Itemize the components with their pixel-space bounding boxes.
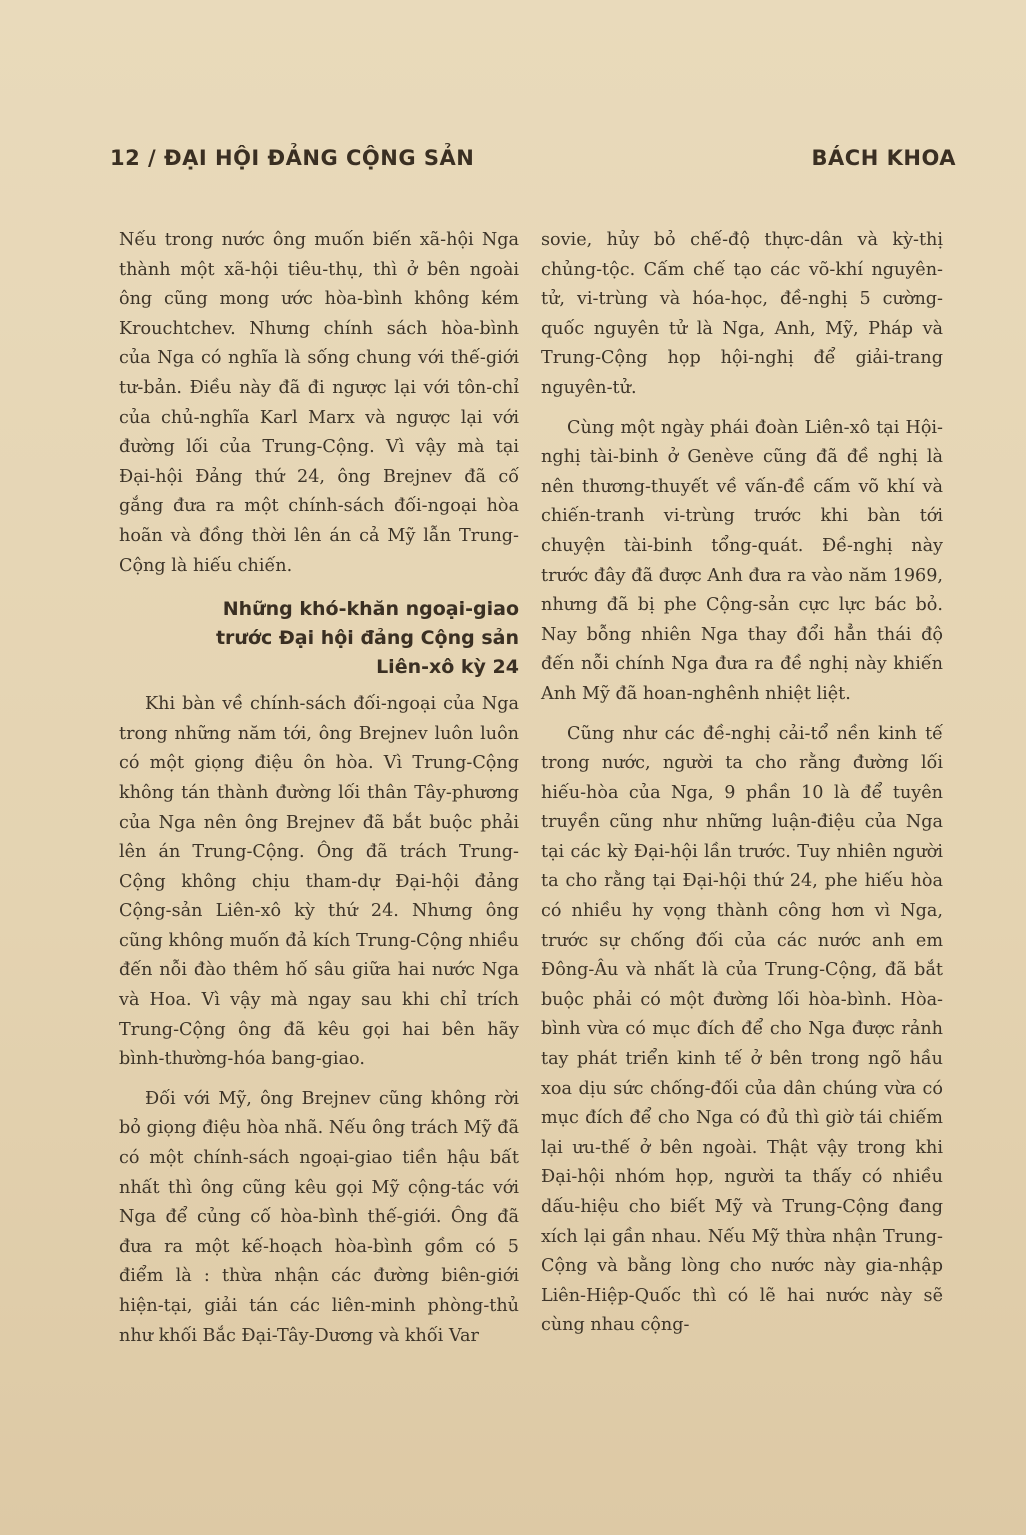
paragraph: Nếu trong nước ông muốn biến xã-hội Nga thành một xã-hội tiêu-thụ, thì ở bên ngoài ông cũng mong ước hòa-bình không kém Krouchtchev. Nhưng chính sách hòa-bình của Nga có nghĩa là sống chung với thế-giới tư-bản. Điều này đã đi ngược lại với tôn-chỉ của chủ-nghĩa Karl Marx và ngược lại với đường lối của Trung-Cộng. Vì vậy mà tại Đại-hội Đảng thứ 24, ông Brejnev đã cố gắng đưa ra một chính-sách đối-ngoại hòa hoãn và đồng thời lên án cả Mỹ lẫn Trung-Cộng là hiếu chiến.	[119, 230, 519, 576]
left-column	[119, 226, 519, 1361]
paragraph: Khi bàn về chính-sách đối-ngoại của Nga trong những năm tới, ông Brejnev luôn luôn có một giọng điệu ôn hòa. Vì Trung-Cộng không tán thành đường lối thân Tây-phương của Nga nên ông Brejnev đã bắt buộc phải lên án Trung-Cộng. Ông đã trách Trung-Cộng không chịu tham-dự Đại-hội đảng Cộng-sản Liên-xô kỳ thứ 24. Nhưng ông cũng không muốn đả kích Trung-Cộng nhiều đến nỗi đào thêm hố sâu giữa hai nước Nga và Hoa. Vì vậy mà ngay sau khi chỉ trích Trung-Cộng ông đã kêu gọi hai bên hãy bình-thường-hóa bang-giao.	[119, 694, 519, 1070]
right-column	[541, 226, 943, 1351]
running-header	[110, 146, 956, 180]
paragraph: Đối với Mỹ, ông Brejnev cũng không rời bỏ giọng điệu hòa nhã. Nếu ông trách Mỹ đã có một chính-sách ngoại-giao tiền hậu bất nhất thì ông cũng kêu gọi Mỹ cộng-tác với Nga để củng cố hòa-bình thế-giới. Ông đã đưa ra một kế-hoạch hòa-bình gồm có 5 điểm là : thừa nhận các đường biên-giới hiện-tại, giải tán các liên-minh phòng-thủ như khối Bắc Đại-Tây-Dương và khối Var	[119, 1088, 519, 1346]
section-heading-line: Những khó-khăn ngoại-giao	[222, 598, 519, 621]
paragraph: Cùng một ngày phái đoàn Liên-xô tại Hội-nghị tài-binh ở Genève cũng đã đề nghị là nên thương-thuyết về vấn-đề cấm võ khí và chiến-tranh vi-trùng trước khi bàn tới chuyện tài-binh tổng-quát. Đề-nghị này trước đây đã được Anh đưa ra vào năm 1969, nhưng đã bị phe Cộng-sản cực lực bác bỏ. Nay bỗng nhiên Nga thay đổi hẳn thái độ đến nỗi chính Nga đưa ra đề nghị này khiến Anh Mỹ đã hoan-nghênh nhiệt liệt.	[541, 417, 943, 704]
section-heading-line: Liên-xô kỳ 24	[376, 656, 519, 679]
header-page-title: 12 / ĐẠI HỘI ĐẢNG CỘNG SẢN	[110, 146, 475, 170]
paragraph: sovie, hủy bỏ chế-độ thực-dân và kỳ-thị chủng-tộc. Cấm chế tạo các võ-khí nguyên-tử, vi-trùng và hóa-học, đề-nghị 5 cường-quốc nguyên tử là Nga, Anh, Mỹ, Pháp và Trung-Cộng họp hội-nghị để giải-trang nguyên-tử.	[541, 230, 943, 398]
header-publication: BÁCH KHOA	[811, 146, 956, 170]
section-heading-line: trước Đại hội đảng Cộng sản	[215, 627, 519, 650]
section-heading	[119, 595, 519, 682]
paragraph: Cũng như các đề-nghị cải-tổ nền kinh tế trong nước, người ta cho rằng đường lối hiếu-hòa của Nga, 9 phần 10 là để tuyên truyền cũng như những luận-điệu của Nga tại các kỳ Đại-hội lần trước. Tuy nhiên người ta cho rằng tại Đại-hội thứ 24, phe hiếu hòa có nhiều hy vọng thành công hơn vì Nga, trước sự chống đối của các nước anh em Đông-Âu và nhất là của Trung-Cộng, đã bắt buộc phải có một đường lối hòa-bình. Hòa-bình vừa có mục đích để cho Nga được rảnh tay phát triển kinh tế ở bên trong ngõ hầu xoa dịu sức chống-đối của dân chúng vừa có mục đích để cho Nga có đủ thì giờ tái chiếm lại ưu-thế ở bên ngoài. Thật vậy trong khi Đại-hội nhóm họp, người ta thấy có nhiều dấu-hiệu cho biết Mỹ và Trung-Cộng đang xích lại gần nhau. Nếu Mỹ thừa nhận Trung-Cộng và bằng lòng cho nước này gia-nhập Liên-Hiệp-Quốc thì có lẽ hai nước này sẽ cùng nhau cộng-	[541, 723, 943, 1336]
